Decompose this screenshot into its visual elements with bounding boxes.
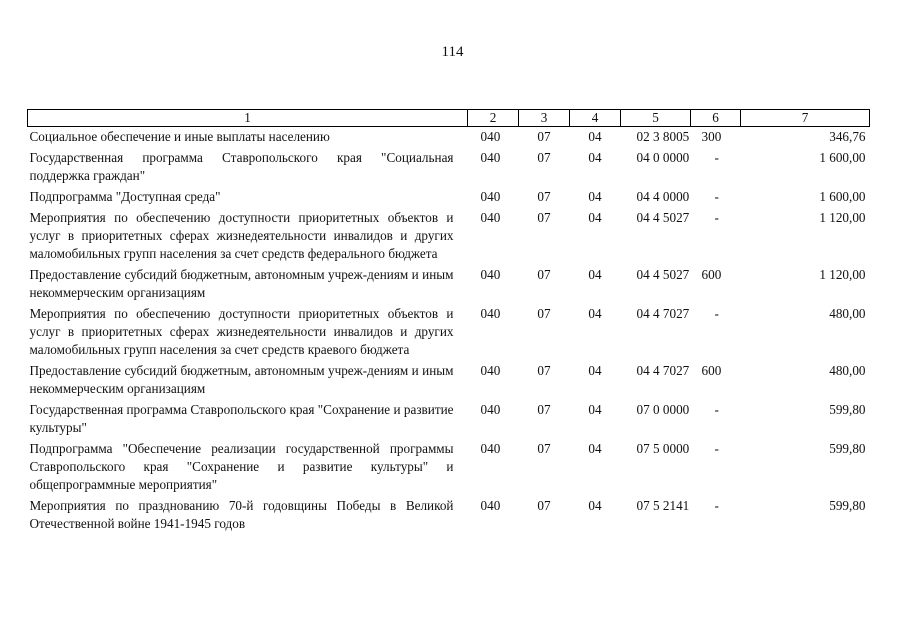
row-target-article: 04 4 0000 <box>636 189 690 204</box>
row-section: 07 <box>537 363 551 378</box>
row-code-ministry: 040 <box>480 189 501 204</box>
row-amount: 599,80 <box>829 402 866 417</box>
table-row <box>28 265 870 304</box>
row-amount: 480,00 <box>829 306 866 321</box>
row-subsection: 04 <box>588 210 602 225</box>
row-section: 07 <box>537 402 551 417</box>
table-row <box>28 496 870 535</box>
row-name: Мероприятия по обеспечению доступности приоритетных объектов и услуг в приоритетных сферах жизнедеятельности инвалидов и других маломобильных групп населения за счет средств краевого бюджета <box>29 306 454 357</box>
row-expense-type: 300 <box>701 129 722 144</box>
column-header-3: 3 <box>519 110 570 127</box>
table-row <box>28 127 870 149</box>
column-header-1: 1 <box>28 110 468 127</box>
row-section: 07 <box>537 150 551 165</box>
row-expense-type: - <box>714 441 719 456</box>
row-expense-type: - <box>714 306 719 321</box>
header-row <box>28 110 870 127</box>
row-target-article: 07 5 2141 <box>636 498 690 513</box>
row-subsection: 04 <box>588 267 602 282</box>
column-header-6: 6 <box>691 110 741 127</box>
row-name: Подпрограмма "Обеспечение реализации государственной программы Ставропольского края "Сохранение и развитие культуры" и общепрограммные мероприятия" <box>29 441 454 492</box>
table-row <box>28 361 870 400</box>
row-code-ministry: 040 <box>480 498 501 513</box>
row-name: Мероприятия по обеспечению доступности приоритетных объектов и услуг в приоритетных сферах жизнедеятельности инвалидов и других маломобильных групп населения за счет средств федерального бюджета <box>29 210 454 261</box>
row-code-ministry: 040 <box>480 402 501 417</box>
table-row <box>28 304 870 361</box>
row-section: 07 <box>537 306 551 321</box>
column-header-5: 5 <box>621 110 691 127</box>
row-amount: 1 120,00 <box>819 210 866 225</box>
row-target-article: 02 3 8005 <box>636 129 690 144</box>
row-expense-type: - <box>714 402 719 417</box>
row-code-ministry: 040 <box>480 150 501 165</box>
row-subsection: 04 <box>588 189 602 204</box>
row-target-article: 04 4 5027 <box>636 267 690 282</box>
row-name: Предоставление субсидий бюджетным, автономным учреж-дениям и иным некоммерческим организациям <box>29 267 454 300</box>
row-code-ministry: 040 <box>480 363 501 378</box>
row-amount: 1 120,00 <box>819 267 866 282</box>
row-subsection: 04 <box>588 441 602 456</box>
row-amount: 346,76 <box>829 129 866 144</box>
row-name: Государственная программа Ставропольского края "Социальная поддержка граждан" <box>29 150 454 183</box>
row-amount: 1 600,00 <box>819 189 866 204</box>
row-target-article: 04 4 7027 <box>636 306 690 321</box>
row-name: Подпрограмма "Доступная среда" <box>29 189 221 204</box>
row-subsection: 04 <box>588 402 602 417</box>
row-target-article: 07 5 0000 <box>636 441 690 456</box>
row-amount: 480,00 <box>829 363 866 378</box>
row-amount: 599,80 <box>829 441 866 456</box>
row-name: Государственная программа Ставропольского края "Сохранение и развитие культуры" <box>29 402 454 435</box>
row-expense-type: - <box>714 210 719 225</box>
column-header-7: 7 <box>741 110 870 127</box>
page-number: 114 <box>441 44 464 60</box>
row-target-article: 04 4 5027 <box>636 210 690 225</box>
row-expense-type: 600 <box>701 267 722 282</box>
row-subsection: 04 <box>588 150 602 165</box>
row-subsection: 04 <box>588 363 602 378</box>
row-section: 07 <box>537 210 551 225</box>
row-subsection: 04 <box>588 306 602 321</box>
row-name: Предоставление субсидий бюджетным, автономным учреж-дениям и иным некоммерческим организациям <box>29 363 454 396</box>
table-row <box>28 400 870 439</box>
row-section: 07 <box>537 441 551 456</box>
row-expense-type: - <box>714 189 719 204</box>
row-code-ministry: 040 <box>480 306 501 321</box>
row-section: 07 <box>537 129 551 144</box>
row-code-ministry: 040 <box>480 267 501 282</box>
row-subsection: 04 <box>588 498 602 513</box>
row-expense-type: 600 <box>701 363 722 378</box>
row-subsection: 04 <box>588 129 602 144</box>
row-target-article: 04 0 0000 <box>636 150 690 165</box>
row-expense-type: - <box>714 150 719 165</box>
row-code-ministry: 040 <box>480 210 501 225</box>
row-amount: 1 600,00 <box>819 150 866 165</box>
row-section: 07 <box>537 267 551 282</box>
row-section: 07 <box>537 498 551 513</box>
row-code-ministry: 040 <box>480 129 501 144</box>
table-row <box>28 187 870 208</box>
row-name: Мероприятия по празднованию 70-й годовщины Победы в Великой Отечественной войне 1941-1945 годов <box>29 498 454 531</box>
row-target-article: 07 0 0000 <box>636 402 690 417</box>
budget-table <box>27 109 870 535</box>
row-code-ministry: 040 <box>480 441 501 456</box>
row-target-article: 04 4 7027 <box>636 363 690 378</box>
row-expense-type: - <box>714 498 719 513</box>
table-row <box>28 148 870 187</box>
row-section: 07 <box>537 189 551 204</box>
table-row <box>28 208 870 265</box>
column-header-4: 4 <box>570 110 621 127</box>
table-row <box>28 439 870 496</box>
row-name: Социальное обеспечение и иные выплаты населению <box>29 129 330 144</box>
row-amount: 599,80 <box>829 498 866 513</box>
column-header-2: 2 <box>468 110 519 127</box>
